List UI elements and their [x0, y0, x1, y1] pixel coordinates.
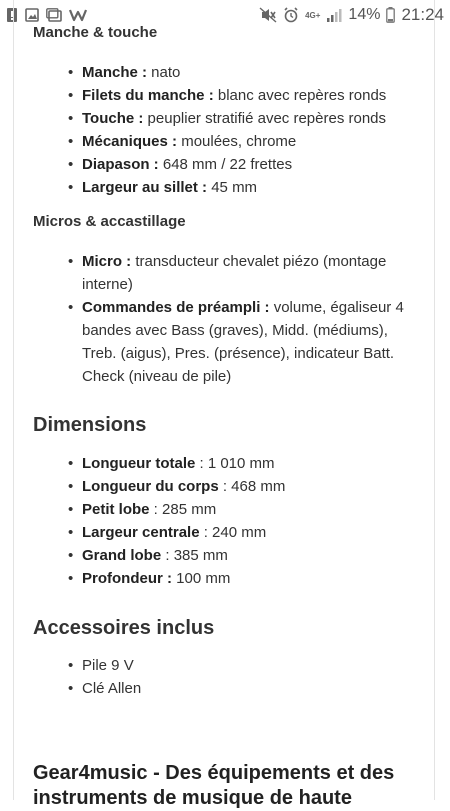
item-value: transducteur chevalet piézo (montage interne)	[82, 253, 387, 293]
item-value: 45 mm	[207, 179, 258, 196]
item-key: Longueur du corps	[82, 478, 219, 495]
list-item	[33, 498, 423, 521]
item-value: : 240 mm	[199, 524, 267, 541]
4g-icon: 4G+	[305, 10, 321, 20]
item-key: Petit lobe	[82, 501, 150, 518]
list-item	[33, 452, 423, 475]
item-key: Mécaniques :	[82, 133, 178, 150]
item-value: peuplier stratifié avec repères ronds	[143, 110, 387, 127]
item-key: Commandes de préampli :	[82, 299, 270, 316]
item-value: moulées, chrome	[177, 133, 297, 150]
micros-list	[33, 250, 423, 388]
list-item	[33, 475, 423, 498]
item-value: volume, égaliseur 4 bandes avec Bass (graves), Midd. (médiums), Treb. (aigus), Pres. (présence), indicateur Batt. Check (niveau de pile)	[82, 299, 404, 385]
item-key: Grand lobe	[82, 547, 162, 564]
heading-micros: Micros & accastillage	[33, 213, 186, 230]
heading-manche: Manche & touche	[33, 24, 158, 41]
item-key: Filets du manche :	[82, 87, 214, 104]
item-key: Largeur au sillet :	[82, 179, 208, 196]
list-item	[33, 130, 423, 153]
list-item	[33, 153, 423, 176]
list-item	[33, 544, 423, 567]
heading-accessoires: Accessoires inclus	[33, 617, 215, 639]
item-key: Profondeur :	[82, 570, 172, 587]
item-value: : 385 mm	[161, 547, 228, 564]
heading-gear4music: Gear4music - Des équipements et des instruments de musique de haute	[33, 762, 395, 809]
heading-dimensions: Dimensions	[33, 414, 147, 436]
item-key: Touche :	[82, 110, 144, 127]
list-item: • Pile 9 V	[33, 654, 423, 677]
list-item	[33, 107, 423, 130]
item-key: Micro :	[82, 253, 132, 270]
list-item	[33, 176, 423, 199]
accessoires-list	[33, 654, 423, 700]
item-value: : 285 mm	[149, 501, 217, 518]
list-item	[33, 84, 423, 107]
item-value: 648 mm / 22 frettes	[158, 156, 293, 173]
item-value: nato	[147, 64, 181, 81]
item-key: Diapason :	[82, 156, 159, 173]
item-key: Largeur centrale	[82, 524, 200, 541]
clock: 21:24	[401, 5, 444, 24]
list-item	[33, 250, 423, 296]
list-item	[33, 567, 423, 590]
battery-percent: 14%	[348, 6, 381, 23]
dimensions-list	[33, 452, 423, 590]
list-item: • Clé Allen	[33, 677, 423, 700]
manche-list	[33, 61, 423, 199]
item-value: : 1 010 mm	[195, 455, 275, 472]
item-value: 100 mm	[172, 570, 231, 587]
item-key: Manche :	[82, 64, 148, 81]
list-item	[33, 296, 423, 388]
item-value: blanc avec repères ronds	[213, 87, 387, 104]
item-value: : 468 mm	[218, 478, 286, 495]
list-item	[33, 521, 423, 544]
list-item	[33, 61, 423, 84]
page-content	[13, 0, 435, 809]
item-key: Longueur totale	[82, 455, 196, 472]
